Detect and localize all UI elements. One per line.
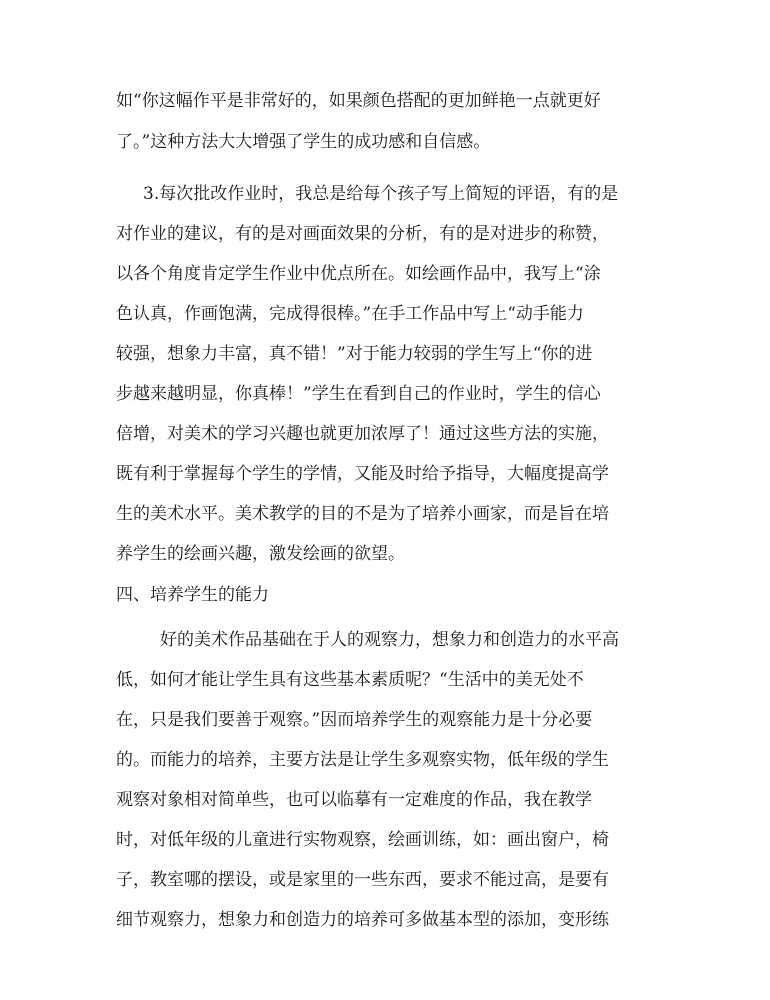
text-line: 细节观察力，想象力和创造力的培养可多做基本型的添加，变形练 — [116, 910, 609, 930]
text-line: 倍增，对美术的学习兴趣也就更加浓厚了！通过这些方法的实施， — [116, 424, 609, 444]
text-line: 步越来越明显，你真棒！”学生在看到自己的作业时，学生的信心 — [116, 384, 601, 404]
text-line: 在，只是我们要善于观察。”因而培养学生的观察能力是十分必要 — [116, 710, 593, 730]
text-line: 色认真，作画饱满，完成得很棒。”在手工作品中写上“动手能力 — [116, 304, 584, 324]
text-line: 时，对低年级的儿童进行实物观察，绘画训练，如：画出窗户，椅 — [116, 830, 609, 850]
section-heading: 四、培养学生的能力 — [116, 585, 269, 605]
text-line: 生的美术水平。美术教学的目的不是为了培养小画家，而是旨在培 — [116, 504, 609, 524]
text-line: 以各个角度肯定学生作业中优点所在。如绘画作品中，我写上“涂 — [116, 264, 601, 284]
text-line: 好的美术作品基础在于人的观察力，想象力和创造力的水平高 — [160, 630, 619, 650]
text-line: 观察对象相对简单些，也可以临摹有一定难度的作品，我在教学 — [116, 790, 592, 810]
text-line: 既有利于掌握每个学生的学情，又能及时给予指导，大幅度提高学 — [116, 464, 609, 484]
text-line: 低，如何才能让学生具有这些基本素质呢？“生活中的美无处不 — [116, 670, 584, 690]
text-line: 了。”这种方法大大增强了学生的成功感和自信感。 — [116, 132, 491, 152]
text-line: 3.每次批改作业时，我总是给每个孩子写上简短的评语，有的是 — [143, 184, 619, 204]
text-line: 较强，想象力丰富，真不错！”对于能力较弱的学生写上“你的进 — [116, 344, 593, 364]
text-line: 如“你这幅作平是非常好的，如果颜色搭配的更加鲜艳一点就更好 — [116, 91, 601, 111]
text-line: 的。而能力的培养，主要方法是让学生多观察实物，低年级的学生 — [116, 750, 609, 770]
text-line: 养学生的绘画兴趣，激发绘画的欲望。 — [116, 544, 405, 564]
text-line: 对作业的建议，有的是对画面效果的分析，有的是对进步的称赞， — [116, 224, 609, 244]
text-line: 子，教室哪的摆设，或是家里的一些东西，要求不能过高，是要有 — [116, 870, 609, 890]
